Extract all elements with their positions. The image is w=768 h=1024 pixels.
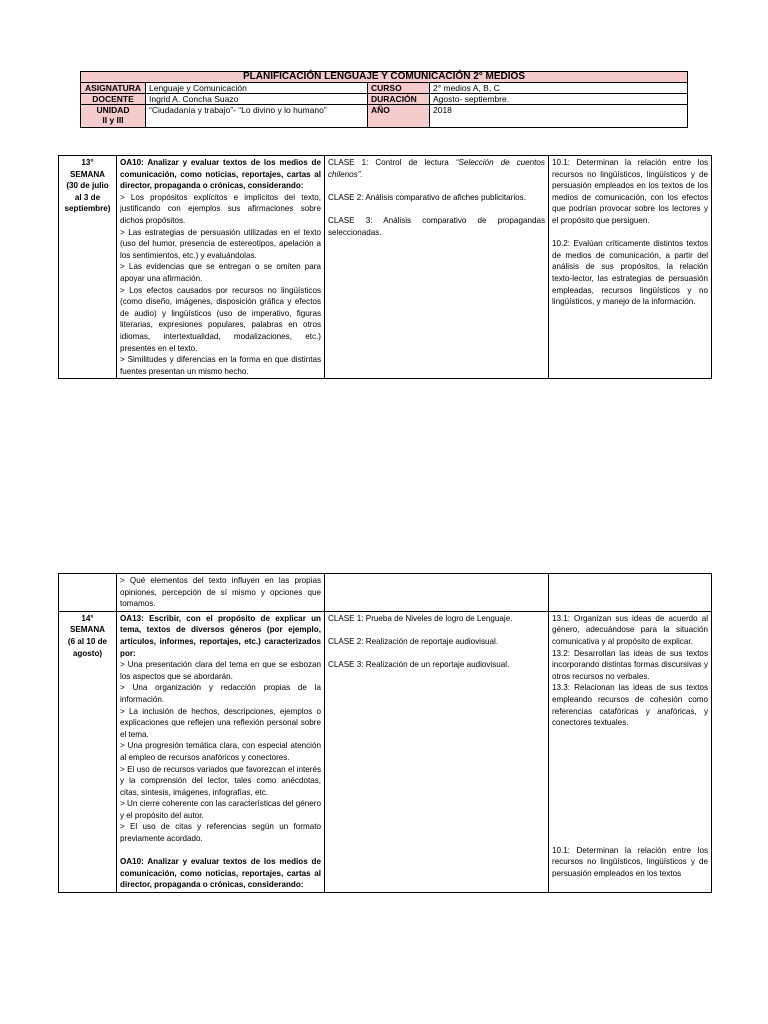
header-table [80,71,688,128]
clase-1: CLASE 1: Prueba de Niveles de logro de Lenguaje. [328,613,513,623]
indicator-10-1: 10.1: Determinan la relación entre los recursos no lingüísticos, lingüísticos y de persuasión empleados en los textos [552,845,708,878]
objectives-cell [117,611,325,892]
asignatura-label: ASIGNATURA [81,83,146,94]
duracion-label: DURACIÓN [368,94,430,105]
spacer [328,624,545,636]
week-line: 13° [81,158,94,167]
week-line: (30 de julio [66,181,109,191]
document-title: PLANIFICACIÓN LENGUAJE Y COMUNICACIÓN 2° MEDIOS [81,72,688,83]
curso-label: CURSO [368,83,430,94]
objective-item: > Un cierre coherente con las características del género y el propósito del autor. [120,799,321,820]
duracion-value: Agosto- septiembre. [430,94,688,105]
asignatura-value: Lenguaje y Comunicación [146,83,368,94]
ano-value: 2018 [430,105,688,128]
table-row [59,611,712,892]
planning-table-week-13 [58,155,712,379]
unidad-label-line-1: UNIDAD [96,105,130,115]
week-13-cell [59,156,117,379]
clase-2: CLASE 2: Análisis comparativo de afiches publicitarios. [328,192,526,202]
week-line: SEMANA [69,625,106,635]
indicator-13-1: 13.1: Organizan sus ideas de acuerdo al género, adecuándose para la situación comunicativa y al propósito de explicar. [552,613,708,646]
spacer [552,729,708,845]
clase-1-title: “Selección de cuentos chilenos”. [328,158,545,179]
clase-3: CLASE 3: Análisis comparativo de propagandas seleccionadas. [328,215,545,237]
week-line: SEMANA [69,169,106,179]
objective-item: > Una organización y redacción propias de la información. [120,683,321,704]
objective-oa13: OA13: Escribir, con el propósito de explicar un tema, textos de diversos géneros (por ejemplo, artículos, informes, reportajes, etc.) caracterizados por: [120,613,321,658]
docente-label: DOCENTE [81,94,146,105]
classes-cell [325,611,549,892]
unidad-label-line-2: II y III [102,115,124,125]
indicator-10-2: 10.2: Evalúan críticamente distintos textos de medios de comunicación, a partir del análisis de sus propósitos, la relación texto-lector, las estrategias de persuasión empleadas, recursos lingüísticos y no lingüísticos, y manejo de la información. [552,239,708,307]
objective-item: > Las evidencias que se entregan o se omiten para apoyar una afirmación. [120,262,321,283]
week-14-cell [59,611,117,892]
clase-1-text: CLASE 1: Control de lectura [328,158,456,167]
table-row [59,156,712,379]
spacer [552,227,708,239]
week-line: septiembre) [64,204,111,214]
unidad-label [81,105,146,128]
objectives-cell [117,156,325,379]
week-line: al 3 de [74,192,101,202]
continuation-empty-cell [59,574,117,612]
clase-1 [328,157,545,180]
objective-item: > Los efectos causados por recursos no lingüísticos (como diseño, imágenes, disposición gráfica y efectos de audio) y lingüísticos (uso de imperativo, figuras literarias, expresiones populares, palabras en otros idiomas, intertextualidad, modalizaciones, etc.) presentes en el texto. [120,285,321,353]
indicators-cell [549,611,712,892]
continuation-empty-cell [549,574,712,612]
objective-item: > Una progresión temática clara, con especial atención al empleo de recursos anafóricos y conectores. [120,741,321,762]
continuation-empty-cell [325,574,549,612]
planning-table-week-14 [58,573,712,893]
spacer [328,203,545,215]
week-line: agosto) [72,648,103,658]
week-line: (6 al 10 de [67,636,108,646]
curso-value: 2° medios A, B, C [430,83,688,94]
classes-cell [325,156,549,379]
objective-oa10: OA10: Analizar y evaluar textos de los medios de comunicación, como noticias, reportajes, cartas al director, propaganda o crónicas, considerando: [120,857,321,890]
objective-oa10: OA10: Analizar y evaluar textos de los medios de comunicación, como noticias, reportajes, cartas al director, propaganda o crónicas, considerando: [120,158,321,191]
indicators-cell [549,156,712,379]
continuation-cell: > Qué elementos del texto influyen en las propias opiniones, percepción de sí mismo y opciones que tomamos. [117,574,325,612]
indicator-13-2: 13.2: Desarrollan las ideas de sus textos incorporando distintas formas discursivas y otros recursos no verbales. [552,648,708,681]
objective-item: > Los propósitos explícitos e implícitos del texto, justificando con ejemplos sus afirmaciones sobre dichos propósitos. [120,192,321,225]
clase-3: CLASE 3: Realización de un reportaje audiovisual. [328,660,510,670]
objective-item: > Similitudes y diferencias en la forma en que distintas fuentes presentan un mismo hecho. [120,355,321,376]
indicator-13-3: 13.3: Relacionan las ideas de sus textos empleando recursos de cohesión como referencias catafóricas y anafóricas, y conectores textuales. [552,683,708,728]
objective-item: > Una presentación clara del tema en que se esbozan los aspectos que se abordarán. [120,660,321,681]
table-row [59,574,712,612]
spacer [328,180,545,192]
objective-item: > El uso de citas y referencias según un formato previamente acordado. [120,822,321,844]
ano-label: AÑO [368,105,430,128]
unidad-value: “Ciudadanía y trabajo”- “Lo divino y lo humano” [146,105,368,128]
spacer [328,648,545,660]
indicator-10-1: 10.1: Determinan la relación entre los recursos no lingüísticos, lingüísticos y de persuasión empleados en los textos de los medios de comunicación, con los efectos que podrían provocar sobre los lectores y el propósito que persiguen. [552,158,708,225]
objective-item: > La inclusión de hechos, descripciones, ejemplos o explicaciones que reflejen una reflexión personal sobre el tema. [120,706,321,739]
objective-item: > Las estrategias de persuasión utilizadas en el texto (uso del humor, presencia de estereotipos, apelación a los sentimientos, etc.) y evaluándolas. [120,227,321,260]
spacer [120,845,321,857]
docente-value: Ingrid A. Concha Suazo [146,94,368,105]
clase-2: CLASE 2: Realización de reportaje audiovisual. [328,636,499,646]
objective-item: > El uso de recursos variados que favorezcan el interés y la comprensión del lector, tales como anécdotas, citas, síntesis, imágenes, infografías, etc. [120,764,321,797]
week-line: 14° [81,613,94,623]
